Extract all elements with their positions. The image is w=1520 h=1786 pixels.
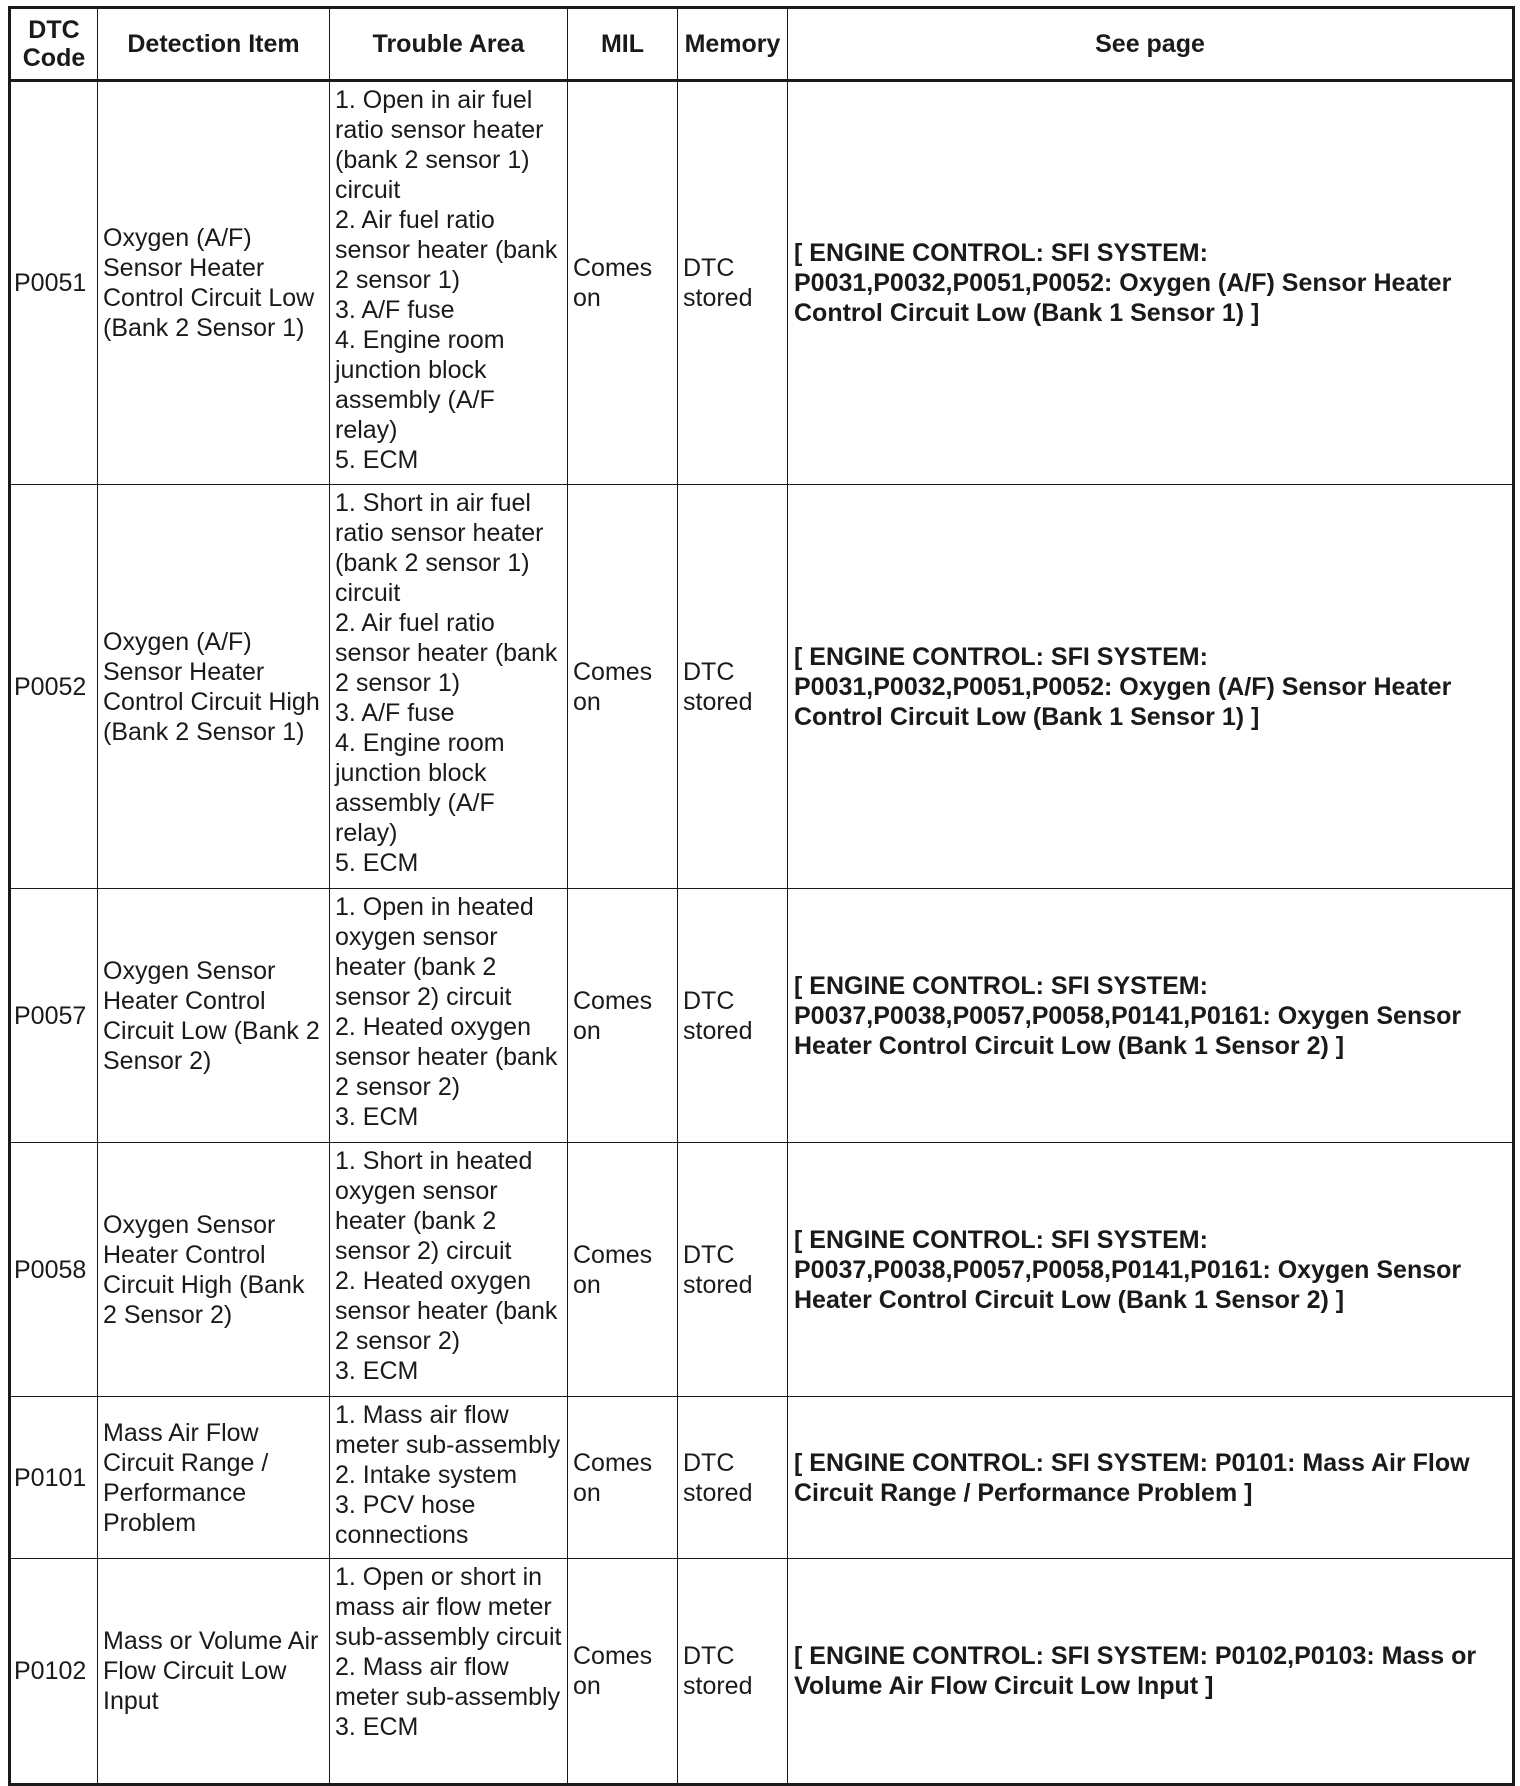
memory-cell: DTC stored [678, 889, 788, 1143]
trouble-area-item: 3. ECM [335, 1103, 419, 1131]
trouble-area-item: 2. Intake system [335, 1461, 518, 1489]
table-row [10, 485, 1514, 889]
header-see-page: See page [788, 8, 1514, 81]
header-trouble-area: Trouble Area [330, 8, 568, 81]
memory-cell: DTC stored [678, 81, 788, 485]
dtc-table [8, 6, 1515, 1786]
see-page-link[interactable]: [ ENGINE CONTROL: SFI SYSTEM: P0102,P0103: Mass or Volume Air Flow Circuit Low Input ] [788, 1559, 1514, 1785]
trouble-area-item: 2. Air fuel ratio sensor heater (bank 2 sensor 1) [335, 609, 558, 697]
trouble-area-item: 1. Short in air fuel ratio sensor heater (bank 2 sensor 1) circuit [335, 489, 544, 607]
trouble-area-item: 1. Open in heated oxygen sensor heater (bank 2 sensor 2) circuit [335, 893, 534, 1011]
header-row [10, 8, 1514, 81]
mil-cell: Comes on [568, 889, 678, 1143]
trouble-area-item: 2. Air fuel ratio sensor heater (bank 2 sensor 1) [335, 206, 558, 294]
mil-cell: Comes on [568, 1143, 678, 1397]
trouble-area-cell [330, 485, 568, 889]
trouble-area-item: 4. Engine room junction block assembly (A/F relay) [335, 729, 505, 847]
trouble-area-item: 2. Heated oxygen sensor heater (bank 2 sensor 2) [335, 1267, 558, 1355]
table-body [10, 81, 1514, 1785]
see-page-link[interactable]: [ ENGINE CONTROL: SFI SYSTEM: P0101: Mass Air Flow Circuit Range / Performance Problem ] [788, 1397, 1514, 1559]
header-memory: Memory [678, 8, 788, 81]
trouble-area-cell [330, 1143, 568, 1397]
detection-item-cell: Oxygen (A/F) Sensor Heater Control Circuit Low (Bank 2 Sensor 1) [98, 81, 330, 485]
trouble-area-item: 3. ECM [335, 1713, 419, 1741]
trouble-area-item: 3. PCV hose connections [335, 1491, 476, 1549]
table-row [10, 1559, 1514, 1785]
see-page-link[interactable]: [ ENGINE CONTROL: SFI SYSTEM: P0037,P0038,P0057,P0058,P0141,P0161: Oxygen Sensor Heater Control Circuit Low (Bank 1 Sensor 2) ] [788, 889, 1514, 1143]
see-page-link[interactable]: [ ENGINE CONTROL: SFI SYSTEM: P0037,P0038,P0057,P0058,P0141,P0161: Oxygen Sensor Heater Control Circuit Low (Bank 1 Sensor 2) ] [788, 1143, 1514, 1397]
mil-cell: Comes on [568, 485, 678, 889]
table-row [10, 1143, 1514, 1397]
mil-cell: Comes on [568, 81, 678, 485]
header-detection-item: Detection Item [98, 8, 330, 81]
trouble-area-item: 3. A/F fuse [335, 699, 455, 727]
dtc-code-cell: P0057 [10, 889, 98, 1143]
trouble-area-item: 3. ECM [335, 1357, 419, 1385]
trouble-area-item: 2. Heated oxygen sensor heater (bank 2 sensor 2) [335, 1013, 558, 1101]
trouble-area-item: 1. Short in heated oxygen sensor heater (bank 2 sensor 2) circuit [335, 1147, 533, 1265]
table-row [10, 889, 1514, 1143]
memory-cell: DTC stored [678, 485, 788, 889]
mil-cell: Comes on [568, 1559, 678, 1785]
trouble-area-item: 1. Mass air flow meter sub-assembly [335, 1401, 561, 1459]
trouble-area-item: 5. ECM [335, 446, 419, 474]
memory-cell: DTC stored [678, 1397, 788, 1559]
trouble-area-item: 1. Open in air fuel ratio sensor heater (bank 2 sensor 1) circuit [335, 86, 544, 204]
memory-cell: DTC stored [678, 1559, 788, 1785]
trouble-area-item: 3. A/F fuse [335, 296, 455, 324]
trouble-area-cell [330, 81, 568, 485]
dtc-code-cell: P0058 [10, 1143, 98, 1397]
detection-item-cell: Oxygen (A/F) Sensor Heater Control Circuit High (Bank 2 Sensor 1) [98, 485, 330, 889]
header-mil: MIL [568, 8, 678, 81]
dtc-code-cell: P0052 [10, 485, 98, 889]
trouble-area-cell [330, 1397, 568, 1559]
see-page-link[interactable]: [ ENGINE CONTROL: SFI SYSTEM: P0031,P0032,P0051,P0052: Oxygen (A/F) Sensor Heater Control Circuit Low (Bank 1 Sensor 1) ] [788, 485, 1514, 889]
mil-cell: Comes on [568, 1397, 678, 1559]
detection-item-cell: Mass Air Flow Circuit Range / Performance Problem [98, 1397, 330, 1559]
detection-item-cell: Mass or Volume Air Flow Circuit Low Input [98, 1559, 330, 1785]
trouble-area-item: 2. Mass air flow meter sub-assembly [335, 1653, 561, 1711]
trouble-area-item: 5. ECM [335, 849, 419, 877]
trouble-area-cell [330, 889, 568, 1143]
dtc-code-cell: P0102 [10, 1559, 98, 1785]
trouble-area-item: 1. Open or short in mass air flow meter sub-assembly circuit [335, 1563, 562, 1651]
trouble-area-cell [330, 1559, 568, 1785]
memory-cell: DTC stored [678, 1143, 788, 1397]
table-row [10, 81, 1514, 485]
detection-item-cell: Oxygen Sensor Heater Control Circuit High (Bank 2 Sensor 2) [98, 1143, 330, 1397]
dtc-code-cell: P0051 [10, 81, 98, 485]
dtc-code-cell: P0101 [10, 1397, 98, 1559]
trouble-area-item: 4. Engine room junction block assembly (A/F relay) [335, 326, 505, 444]
table-row [10, 1397, 1514, 1559]
detection-item-cell: Oxygen Sensor Heater Control Circuit Low (Bank 2 Sensor 2) [98, 889, 330, 1143]
header-dtc-code: DTC Code [10, 8, 98, 81]
see-page-link[interactable]: [ ENGINE CONTROL: SFI SYSTEM: P0031,P0032,P0051,P0052: Oxygen (A/F) Sensor Heater Control Circuit Low (Bank 1 Sensor 1) ] [788, 81, 1514, 485]
